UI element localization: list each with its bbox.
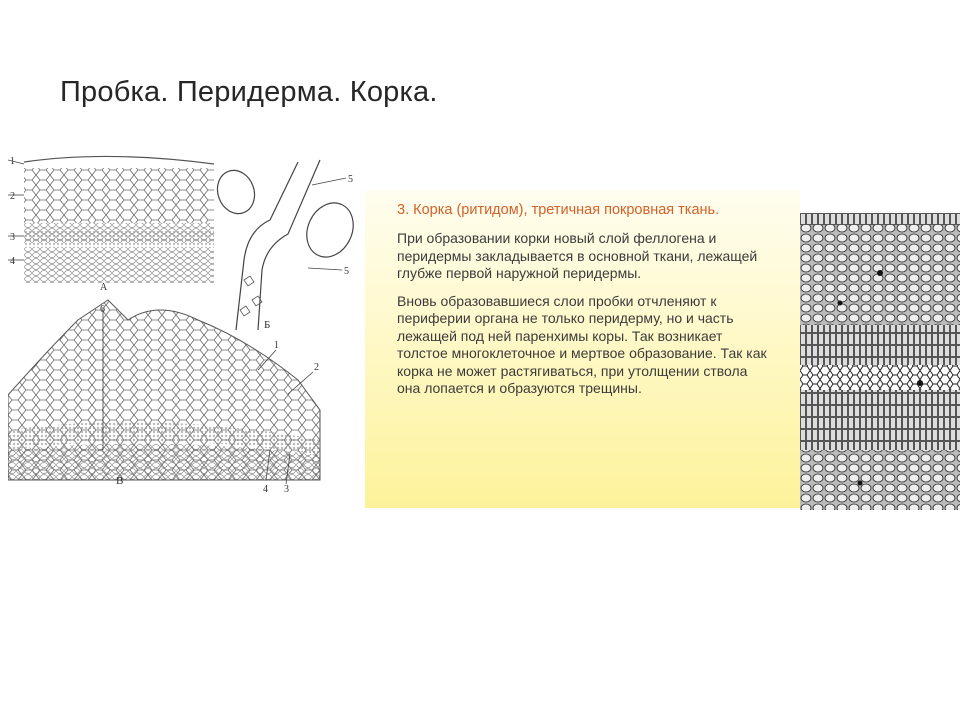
twig-drawing-b xyxy=(212,160,358,330)
label-2b: 2 xyxy=(314,362,319,373)
label-4a: 4 xyxy=(10,256,15,267)
label-3a: 3 xyxy=(10,232,15,243)
label-A: А xyxy=(100,282,108,293)
lenticel-section-v xyxy=(8,300,320,484)
label-5b: 5 xyxy=(344,266,349,277)
label-5a: 5 xyxy=(348,174,353,185)
label-1a: 1 xyxy=(10,156,15,167)
rhytidome-heading: 3. Корка (ритидом), третичная покровная ткань. xyxy=(397,202,720,218)
cork-section-a xyxy=(8,156,214,283)
label-B: Б xyxy=(264,319,271,331)
slide-title: Пробка. Перидерма. Корка. xyxy=(60,76,438,108)
label-V: В xyxy=(116,475,124,487)
rhytidome-paragraph-2: Вновь образовавшиеся слои пробки отчленяют к периферии органа не только перидерму, но и часть лежащей под ней паренхимы коры. Так возникает толстое многоклеточное и мертвое образование. Так как корка не может растягиваться, при утолщении ствола она лопается и образуются трещины. xyxy=(397,292,767,396)
bark-cross-section-illustration xyxy=(800,213,960,510)
label-1b: 1 xyxy=(274,340,279,351)
label-3b: 3 xyxy=(284,484,289,495)
rhytidome-text-box xyxy=(365,190,800,508)
periderm-illustration xyxy=(8,150,358,500)
label-4b: 4 xyxy=(263,484,268,495)
rhytidome-paragraph-1: При образовании корки новый слой феллогена и перидермы закладывается в основной ткани, лежащей глубже первой наружной перидермы. xyxy=(397,230,758,281)
label-6: 6 xyxy=(100,304,105,315)
label-2a: 2 xyxy=(10,191,15,202)
